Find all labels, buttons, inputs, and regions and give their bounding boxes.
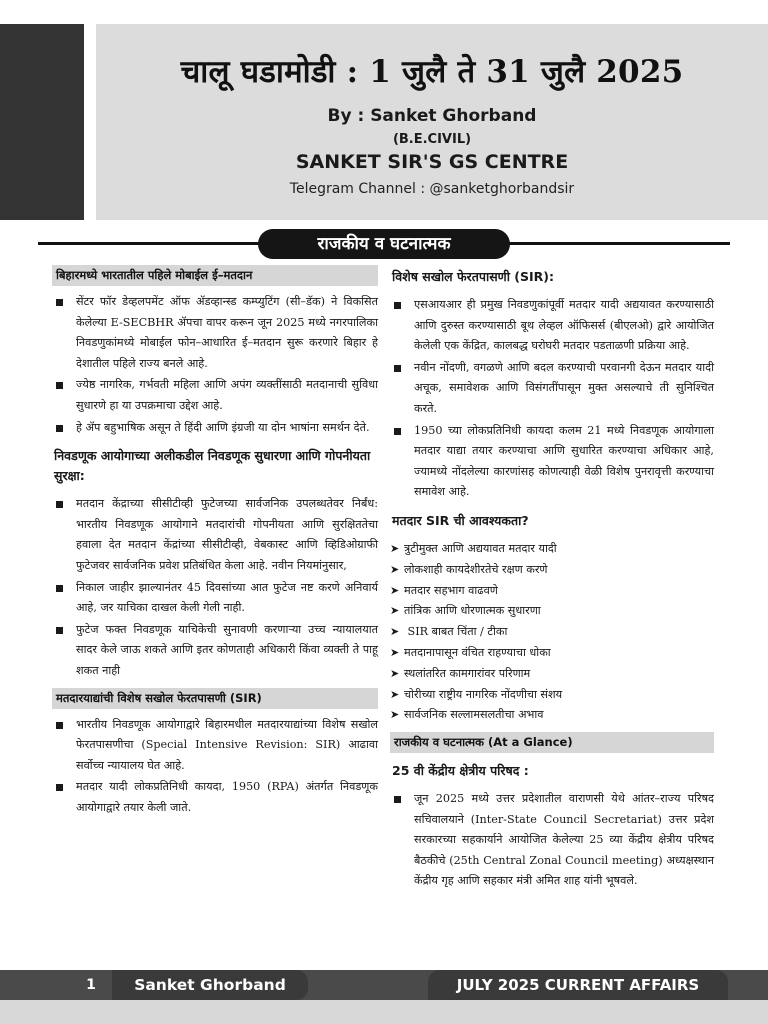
list-item: ➤ मतदार सहभाग वाढवणे bbox=[390, 581, 714, 602]
list-item: भारतीय निवडणूक आयोगाद्वारे बिहारमधील मतदारयाद्यांच्या विशेष सखोल फेरतपासणीचा (Special Intensive Revision: SIR) आढावा सर्वोच्च न्यायालय घेत आहे. bbox=[52, 715, 378, 777]
list-item: ज्येष्ठ नागरिक, गर्भवती महिला आणि अपंग व्यक्तींसाठी मतदानाची सुविधा सुधारणे हा या उपक्रमाचा उद्देश आहे. bbox=[52, 375, 378, 416]
arrow-icon: ➤ bbox=[390, 562, 400, 576]
arrow-icon: ➤ bbox=[390, 687, 400, 701]
right-list-4 bbox=[390, 789, 714, 892]
list-item: एसआयआर ही प्रमुख निवडणुकांपूर्वी मतदार यादी अद्ययावत करण्यासाठी आणि दुरुस्त करण्यासाठी बूथ लेव्हल ऑफिसर्स (बीएलओ) द्वारे आयोजित केलेली एक केंद्रित, कालबद्ध घरोघरी मतदार पडताळणी प्रक्रिया आहे. bbox=[390, 295, 714, 357]
page-title: चालू घडामोडी : 1 जुलै ते 31 जुलै 2025 bbox=[180, 54, 684, 90]
telegram-channel: Telegram Channel : @sanketghorbandsir bbox=[289, 181, 575, 197]
right-heading-2: मतदार SIR ची आवश्यकता? bbox=[392, 512, 529, 528]
arrow-icon: ➤ bbox=[390, 604, 400, 618]
page-header bbox=[96, 24, 768, 220]
footer-author: Sanket Ghorband bbox=[112, 970, 308, 1000]
arrow-icon: ➤ bbox=[390, 666, 400, 680]
list-item: मतदान केंद्राच्या सीसीटीव्ही फुटेजच्या सार्वजनिक उपलब्धतेवर निर्बंध: भारतीय निवडणूक आयोगाने मतदारांची गोपनीयता आणि सुरक्षिततेचा हवाला देत मतदान केंद्रांच्या सीसीटीव्ही, वेबकास्ट आणि व्हिडिओग्राफी फुटेजवर सार्वजनिक प्रवेश प्रतिबंधित केला आहे. नवीन नियमांनुसार, bbox=[52, 494, 378, 576]
arrow-icon: ➤ bbox=[390, 708, 400, 722]
left-heading-1: बिहारमध्ये भारतातील पहिले मोबाईल ई–मतदान bbox=[52, 265, 378, 286]
section-title: राजकीय व घटनात्मक bbox=[258, 229, 510, 259]
arrow-icon: ➤ bbox=[390, 645, 400, 659]
left-list-1 bbox=[52, 292, 378, 438]
left-column bbox=[52, 265, 378, 824]
list-item: ➤ त्रुटीमुक्त आणि अद्ययावत मतदार यादी bbox=[390, 539, 714, 560]
arrow-icon: ➤ bbox=[390, 625, 400, 639]
list-item: निकाल जाहीर झाल्यानंतर 45 दिवसांच्या आत फुटेज नष्ट करणे अनिवार्य आहे, जर याचिका दाखल केली गेली नाही. bbox=[52, 578, 378, 619]
left-accent-bar bbox=[0, 24, 84, 220]
sir-need-list bbox=[390, 539, 714, 726]
footer-bottom-strip bbox=[0, 1000, 768, 1024]
list-item: ➤ चोरीच्या राष्ट्रीय नागरिक नोंदणीचा संशय bbox=[390, 685, 714, 706]
left-heading-2: निवडणूक आयोगाच्या अलीकडील निवडणूक सुधारणा आणि गोपनीयता सुरक्षा: bbox=[54, 448, 371, 484]
list-item: मतदार यादी लोकप्रतिनिधी कायदा, 1950 (RPA) अंतर्गत निवडणूक आयोगाद्वारे तयार केली जाते. bbox=[52, 777, 378, 818]
list-item: फुटेज फक्त निवडणूक याचिकेची सुनावणी करणाऱ्या उच्च न्यायालयात सादर केले जाऊ शकते आणि इतर कोणताही अधिकारी किंवा व्यक्ती ते पाहू शकत नाही bbox=[52, 620, 378, 682]
list-item: ➤ मतदानापासून वंचित राहण्याचा धोका bbox=[390, 643, 714, 664]
right-heading-4: 25 वी केंद्रीय क्षेत्रीय परिषद : bbox=[392, 763, 529, 779]
list-item: जून 2025 मध्ये उत्तर प्रदेशातील वाराणसी येथे आंतर–राज्य परिषद सचिवालयाने (Inter-State Council Secretariat) उत्तर प्रदेश सरकारच्या सहकार्याने आयोजित केलेल्या 25 व्या केंद्रीय क्षेत्रीय परिषद बैठकीचे (25th Central Zonal Council meeting) अध्यक्षस्थान केंद्रीय गृह आणि सहकार मंत्री अमित शाह यांनी भूषवले. bbox=[390, 789, 714, 892]
left-heading-3: मतदारयाद्यांची विशेष सखोल फेरतपासणी (SIR) bbox=[52, 688, 378, 709]
right-list-1 bbox=[390, 295, 714, 503]
list-item: ➤ SIR बाबत चिंता / टीका bbox=[390, 622, 714, 643]
list-item: नवीन नोंदणी, वगळणे आणि बदल करण्याची परवानगी देऊन मतदार यादी अचूक, समावेशक आणि विसंगतींपासून मुक्त असल्याचे ती सुनिश्चित करते. bbox=[390, 358, 714, 420]
right-heading-3: राजकीय व घटनात्मक (At a Glance) bbox=[390, 732, 714, 753]
right-column bbox=[390, 265, 714, 898]
list-item: हे ॲप बहुभाषिक असून ते हिंदी आणि इंग्रजी या दोन भाषांना समर्थन देते. bbox=[52, 418, 378, 439]
list-item: ➤ स्थलांतरित कामगारांवर परिणाम bbox=[390, 664, 714, 685]
left-list-3 bbox=[52, 715, 378, 819]
arrow-icon: ➤ bbox=[390, 583, 400, 597]
author-degree: (B.E.CIVIL) bbox=[392, 132, 472, 147]
list-item: 1950 च्या लोकप्रतिनिधी कायदा कलम 21 मध्ये निवडणूक आयोगाला मतदार याद्या तयार करण्याचा आणि सुधारित करण्याचा अधिकार आहे, ज्यामध्ये नोंदलेल्या कारणांसह कोणत्याही वेळी विशेष पुनरावृत्ती करण्याचा समावेश आहे. bbox=[390, 421, 714, 503]
list-item: ➤ लोकशाही कायदेशीरतेचे रक्षण करणे bbox=[390, 560, 714, 581]
right-heading-1: विशेष सखोल फेरतपासणी (SIR): bbox=[392, 269, 554, 284]
page-number: 1 bbox=[86, 977, 96, 993]
list-item: सेंटर फॉर डेव्हलपमेंट ऑफ ॲडव्हान्स्ड कम्प्युटिंग (सी–डॅक) ने विकसित केलेल्या E-SECBHR ॲपचा वापर करून जून 2025 मध्ये नगरपालिका निवडणुकांमध्ये मोबाईल फोन–आधारित ई–मतदान सुरू करणारे बिहार हे देशातील पहिले राज्य बनले आहे. bbox=[52, 292, 378, 374]
list-item: ➤ तांत्रिक आणि धोरणात्मक सुधारणा bbox=[390, 601, 714, 622]
arrow-icon: ➤ bbox=[390, 541, 400, 555]
left-list-2 bbox=[52, 494, 378, 681]
list-item: ➤ सार्वजनिक सल्लामसलतीचा अभाव bbox=[390, 705, 714, 726]
centre-name: SANKET SIR'S GS CENTRE bbox=[295, 151, 569, 173]
footer-edition: JULY 2025 CURRENT AFFAIRS bbox=[428, 970, 728, 1000]
author-line: By : Sanket Ghorband bbox=[327, 106, 537, 126]
